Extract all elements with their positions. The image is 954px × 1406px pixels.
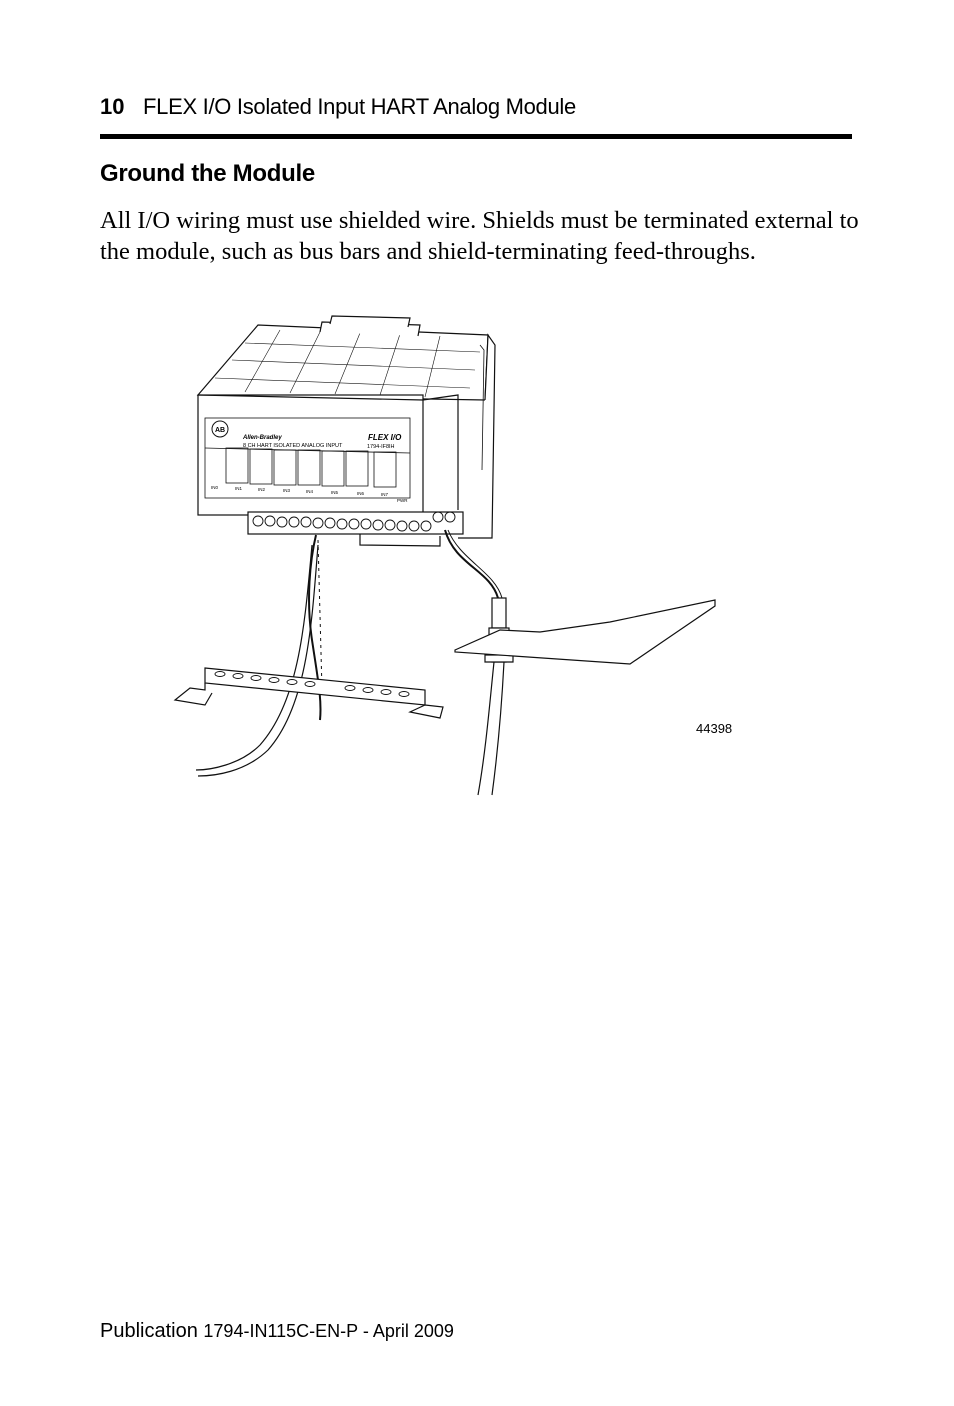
- feed-through-connector: [492, 598, 506, 628]
- body-paragraph: All I/O wiring must use shielded wire. Shields must be terminated external to the module, such as bus bars and shield-terminating feed-throughs.: [100, 207, 859, 265]
- channel-label: IN6: [357, 491, 365, 496]
- channel-label: IN2: [258, 487, 266, 492]
- channel-label: IN1: [235, 486, 243, 491]
- module-front-panel: [198, 395, 423, 515]
- module-top: [198, 325, 488, 400]
- terminal-strip: [248, 512, 463, 534]
- logo-text: AB: [214, 427, 226, 434]
- channel-label: IN0: [211, 485, 219, 490]
- module-line: FLEX I/O: [368, 433, 402, 442]
- pwr-label: PWR: [397, 498, 408, 503]
- channel-label: IN3: [283, 488, 291, 493]
- footer-label: Publication: [100, 1320, 198, 1342]
- module-brand: Allen-Bradley: [243, 435, 282, 441]
- module-catalog: 1794-IF8IH: [367, 444, 395, 450]
- section-heading: Ground the Module: [100, 160, 315, 187]
- module-description: 8 CH HART ISOLATED ANALOG INPUT: [243, 443, 343, 449]
- publication-number: 1794-IN115C-EN-P - April 2009: [203, 1321, 454, 1341]
- footer: [100, 1320, 454, 1343]
- figure-number: 44398: [696, 721, 733, 736]
- grounding-figure: [0, 300, 954, 810]
- page-number: 10: [100, 94, 125, 119]
- channel-label: IN7: [381, 492, 389, 497]
- channel-label: IN5: [331, 490, 339, 495]
- header-rule: [100, 134, 852, 139]
- running-header-title: FLEX I/O Isolated Input HART Analog Module: [143, 94, 576, 119]
- channel-label: IN4: [306, 489, 314, 494]
